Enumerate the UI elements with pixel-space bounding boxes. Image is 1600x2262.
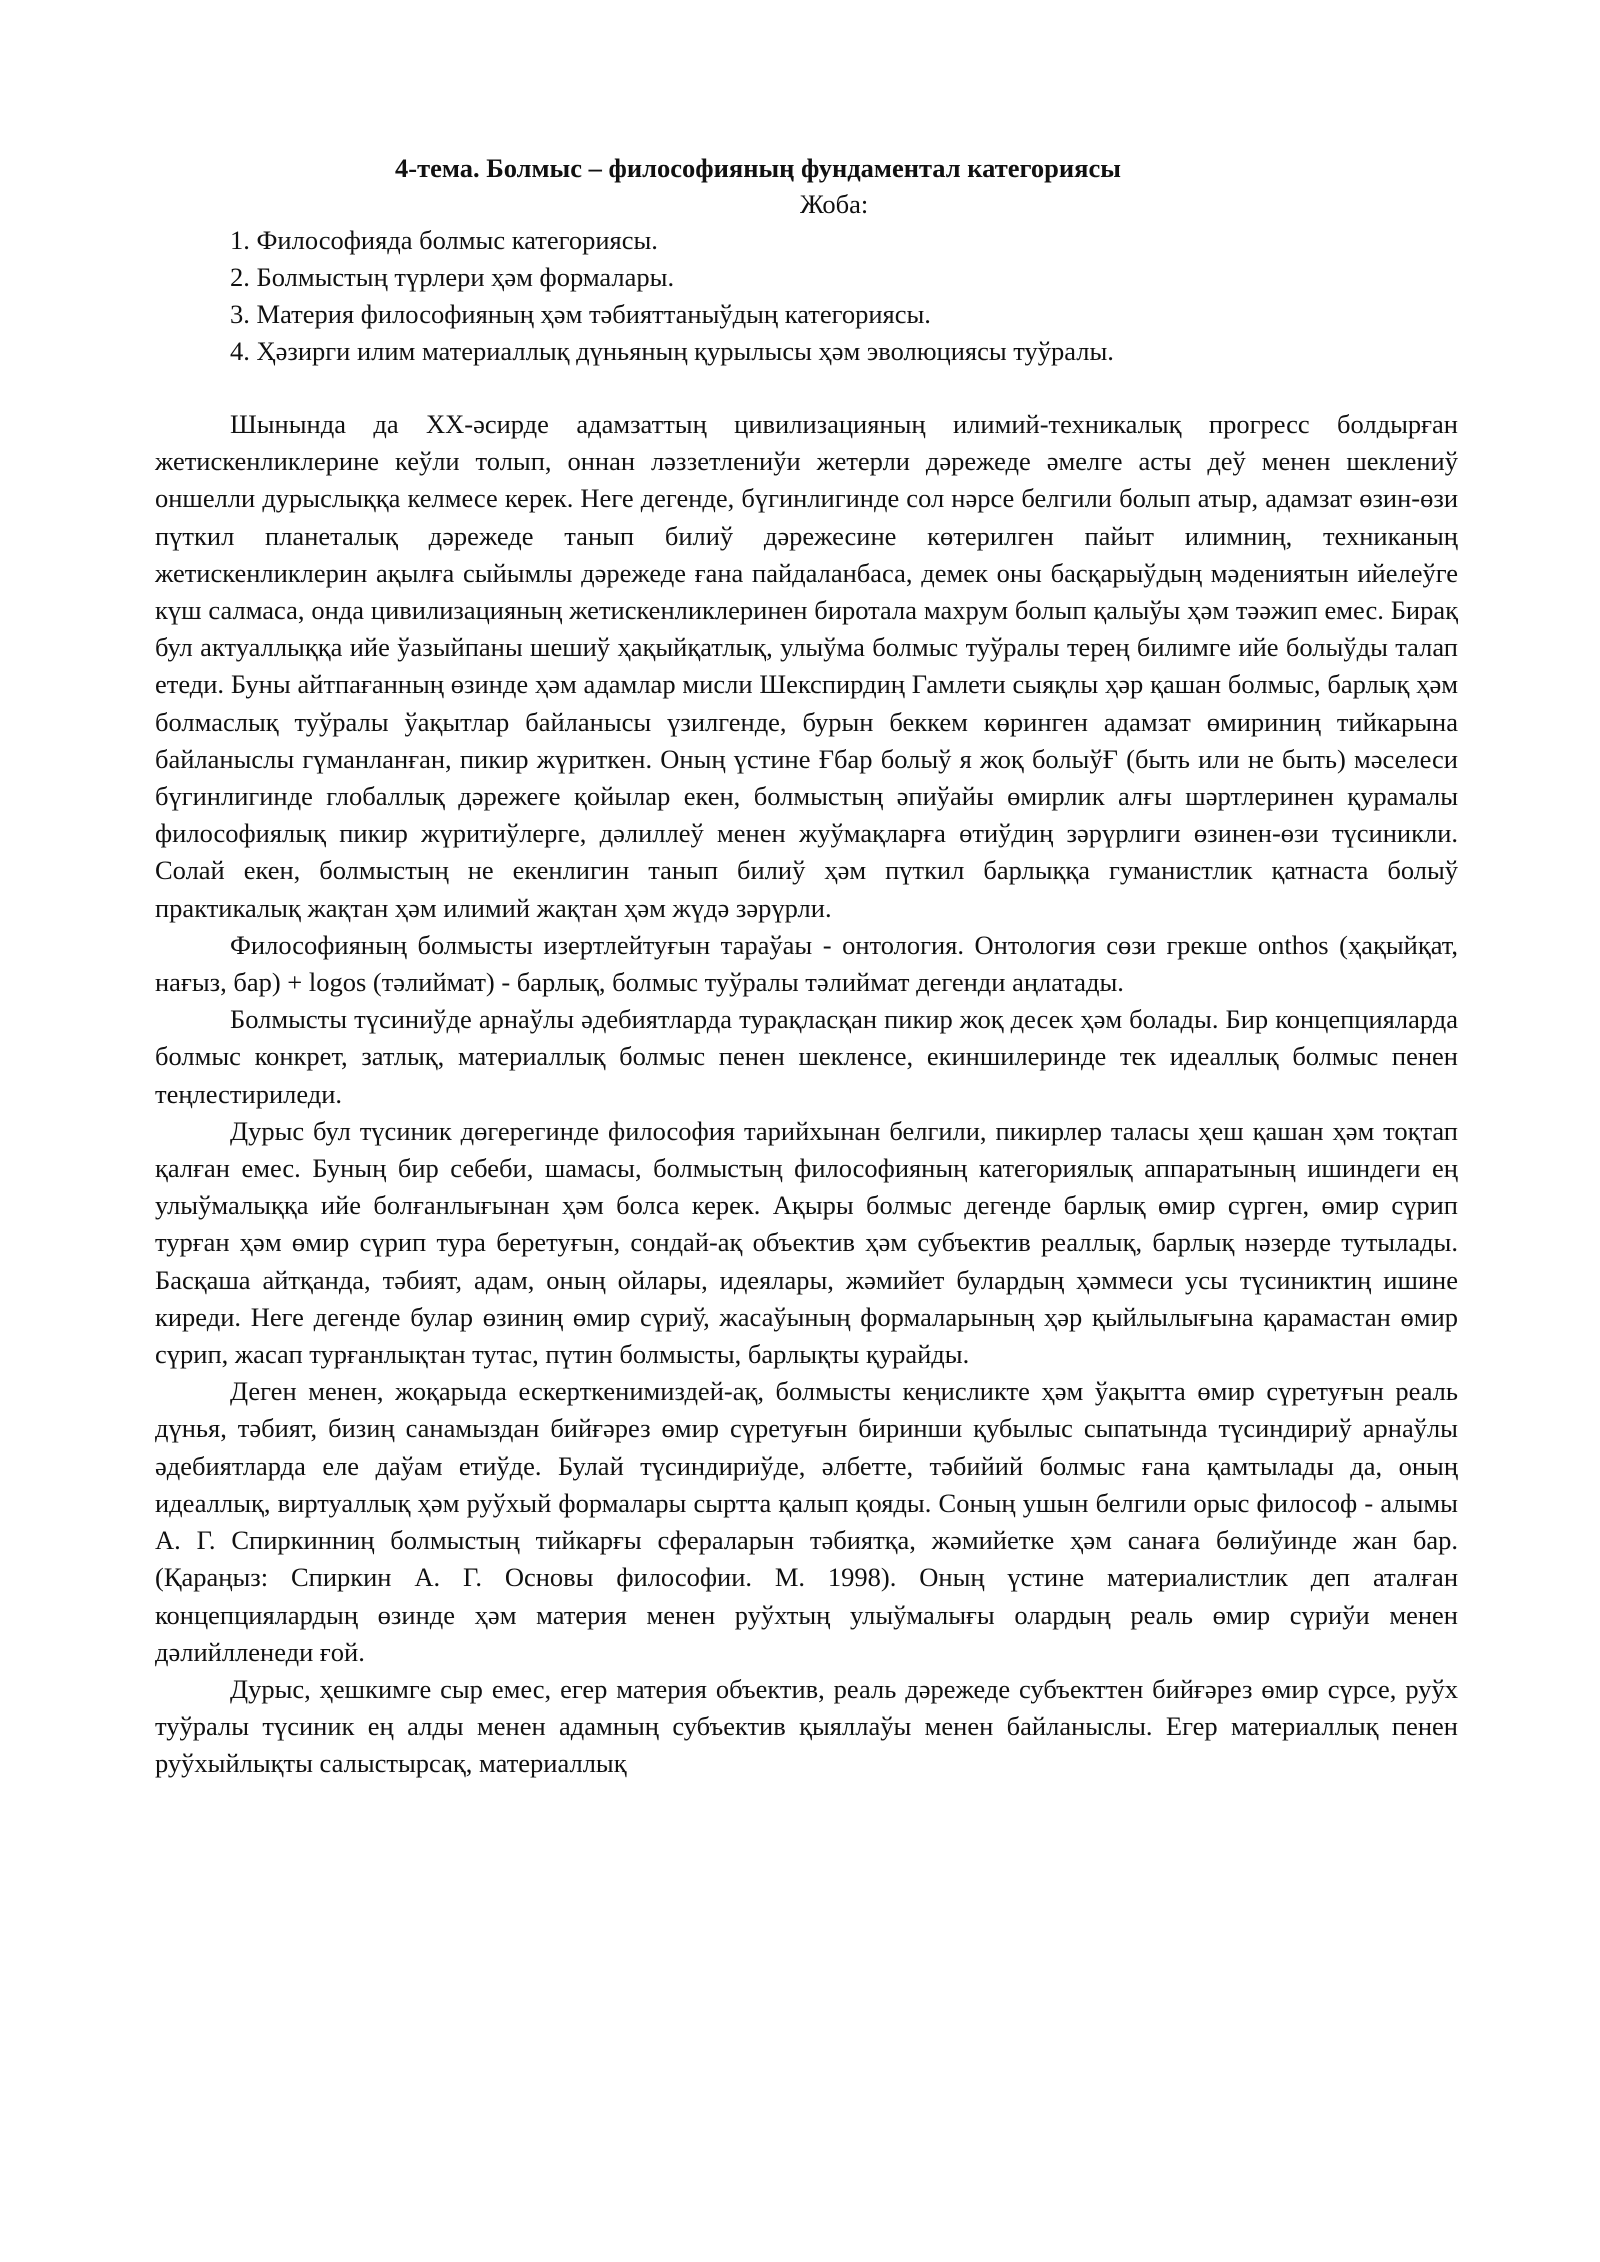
plan-label: Жоба:: [800, 189, 869, 219]
document-title: 4-тема. Болмыс – философияның фундаментал категориясы: [395, 153, 1121, 183]
document-page: [155, 150, 1458, 1783]
paragraph: Дурыс, ҳешкимге сыр емес, егер материя объектив, реаль дәрежеде субъекттен бийғәрез өмир сүрсе, руўх туўралы түсиник ең алды менен адамның субъектив қыяллаўы менен байланыслы. Егер материаллық пенен руўхыйлықты салыстырсақ, материаллық: [155, 1673, 1458, 1779]
plan-item: 4. Ҳәзирги илим материаллық дүньяның қурылысы ҳәм эволюциясы туўралы.: [230, 336, 1114, 366]
plan-item: 3. Материя философияның ҳәм тәбияттаныўдың категориясы.: [230, 299, 931, 329]
paragraph: Шынында да ХХ-әсирде адамзаттың цивилизацияның илимий-техникалық прогресс болдырған жетискенликлерине кеўли толып, оннан ләззетлениўи жетерли дәрежеде әмелге асты деў менен шеклениў оншелли дурыслыққа келмесе керек. Неге дегенде, бүгинлигинде сол нәрсе белгили болып атыр, адамзат өзин-өзи пүткил планеталық дәрежеде танып билиў дәрежесине көтерилген пайыт илимниң, техниканың жетискенликлерин ақылға сыйымлы дәрежеде ғана пайдаланбаса, демек оны басқарыўдың мәдениятын ийелеўге күш салмаса, онда цивилизацияның жетискенликлеринен биротала махрум болып қалыўы ҳәм тәәжип емес. Бирақ бул актуаллыққа ийе ўазыйпаны шешиў ҳақыйқатлық, улыўма болмыс туўралы терең билимге ийе болыўды талап етеди. Буны айтпағанның өзинде ҳәм адамлар мисли Шекспирдиң Гамлети сыяқлы ҳәр қашан болмыс, барлық ҳәм болмаслық туўралы ўақытлар байланысы үзилгенде, бурын беккем көринген адамзат өмириниң тийкарына байланыслы гүманланған, пикир жүриткен. Оның үстине Ғбар болыў я жоқ болыўҒ (быть или не быть) мәселеси бүгинлигинде глобаллық дәрежеге қойылар екен, болмыстың әпиўайы өмирлик алғы шәртлеринен қурамалы философиялық пикир жүритиўлерге, дәлиллеў менен жуўмақларға өтиўдиң зәрүрлиги өзинен-өзи түсиникли. Солай екен, болмыстың не екенлигин танып билиў ҳәм пүткил барлыққа гуманистлик қатнаста болыў практикалық жақтан ҳәм илимий жақтан ҳәм жүдә зәрүрли.: [155, 409, 1458, 923]
plan-list: [155, 222, 1458, 370]
body-text: [155, 406, 1458, 1783]
plan-item: 1. Философияда болмыс категориясы.: [230, 225, 658, 255]
plan-item: 2. Болмыстың түрлери ҳәм формалары.: [230, 262, 675, 292]
paragraph: Деген менен, жоқарыда ескерткенимиздей-ақ, болмысты кеңисликте ҳәм ўақытта өмир сүретуғын реаль дүнья, тәбият, бизиң санамыздан бийғәрез өмир сүретуғын биринши қубылыс сыпатында түсиндириў арнаўлы әдебиятларда еле даўам етиўде. Булай түсиндириўде, әлбетте, тәбийий болмыс ғана қамтылады да, оның идеаллық, виртуаллық ҳәм руўхый формалары сыртта қалып қояды. Соның ушын белгили орыс философ - алымы А. Г. Спиркинниң болмыстың тийкарғы сфераларын тәбиятқа, жәмийетке ҳәм санаға бөлиўинде жан бар. (Қараңыз: Спиркин А. Г. Основы философии. М. 1998). Оның үстине материалистлик деп аталған концепциялардың өзинде ҳәм материя менен руўхтың улыўмалығы олардың реаль өмир сүриўи менен дәлийлленеди ғой.: [155, 1376, 1458, 1667]
paragraph: Философияның болмысты изертлейтуғын тараўаы - онтология. Онтология сөзи грекше onthos (ҳақыйқат, нағыз, бар) + logos (тәлиймат) - барлық, болмыс туўралы тәлиймат дегенди аңлатады.: [155, 929, 1458, 998]
paragraph: Дурыс бул түсиник дөгерегинде философия тарийхынан белгили, пикирлер таласы ҳеш қашан ҳәм тоқтап қалған емес. Буның бир себеби, шамасы, болмыстың философияның категориялық аппаратының ишиндеги ең улыўмалыққа ийе болғанлығынан ҳәм болса керек. Ақыры болмыс дегенде барлық өмир сүрген, өмир сүрип турған ҳәм өмир сүрип тура беретуғын, сондай-ақ объектив ҳәм субъектив реаллық, барлық нәзерде тутылады. Басқаша айтқанда, тәбият, адам, оның ойлары, идеялары, жәмийет булардың ҳәммеси усы түсиниктиң ишине киреди. Неге дегенде булар өзиниң өмир сүриў, жасаўының формаларының ҳәр қыйлылығына қарамастан өмир сүрип, жасап турғанлықтан тутас, пүтин болмысты, барлықты қурайды.: [155, 1115, 1458, 1370]
paragraph: Болмысты түсиниўде арнаўлы әдебиятларда турақласқан пикир жоқ десек ҳәм болады. Бир концепцияларда болмыс конкрет, затлық, материаллық болмыс пенен шекленсе, екиншилеринде тек идеаллық болмыс пенен теңлестириледи.: [155, 1004, 1458, 1109]
